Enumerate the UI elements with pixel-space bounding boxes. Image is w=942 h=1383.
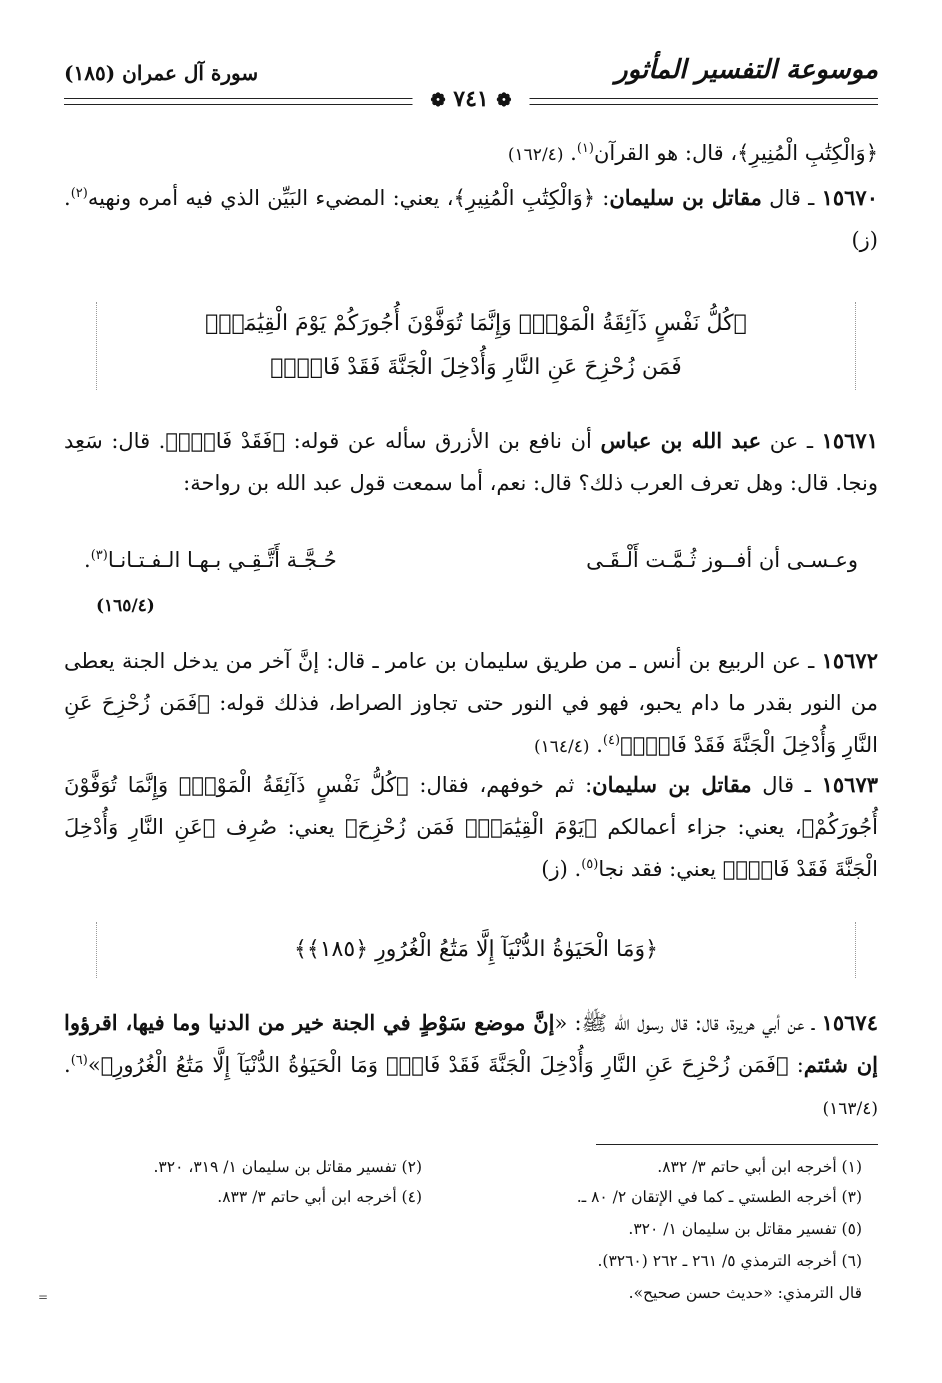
- paragraph-tail: .: [589, 733, 603, 757]
- page-number-box: [413, 86, 530, 112]
- ornament-icon: ❁: [496, 90, 512, 111]
- book-title: موسوعة التفسير المأثور: [615, 55, 878, 85]
- paragraph-text: ـ عن الربيع بن أنس ـ من طريق سليمان بن عامر ـ قال: إنَّ آخر من يدخل الجنة يعطى من النور بقدر ما دام يحبو، فهو في النور حتى تجاوز الصراط، فذلك قوله: ﴿فَمَن زُحْزِحَ عَنِ النَّارِ وَأُدْخِلَ الْجَنَّةَ فَقَدْ فَازَۗ﴾: [64, 649, 878, 757]
- narration-number: ١٥٦٧٣: [821, 772, 879, 797]
- footnote-marker: (٣): [90, 548, 108, 563]
- verse-line: ﴿كُلُّ نَفْسٍ ذَآئِقَةُ الْمَوْتِۗ وَإِنَّمَا تُوَفَّوْنَ أُجُورَكُمْ يَوْمَ الْقِيَٰمَةِۖ: [205, 311, 747, 336]
- footnote-marker: (٤): [602, 733, 621, 748]
- verse-box: [96, 922, 856, 978]
- ornament-icon: ❁: [430, 90, 446, 111]
- paragraph-tail: .: [64, 1053, 71, 1077]
- paragraph-text: ﴿وَالْكِتَٰبِ الْمُنِيرِ﴾، قال: هو القرآن: [593, 141, 878, 165]
- footnote-marker: (١): [576, 141, 594, 156]
- footnote: قال الترمذي: «حديث حسن صحيح».: [628, 1284, 862, 1302]
- paragraph: [64, 640, 878, 768]
- volume-reference: (١٦٥/٤): [96, 596, 155, 616]
- footnote: (٥) تفسير مقاتل بن سليمان ١/ ٣٢٠.: [628, 1220, 862, 1238]
- poem-hemistich: حُـجَّـة أَتَّـقِـي بـهـا الـفـتـانـا$^{(٣)}$.: [84, 548, 337, 572]
- paragraph: [64, 420, 878, 504]
- narration-number: ١٥٦٧١: [821, 428, 878, 453]
- footnote-marker: (٦): [70, 1053, 88, 1068]
- narration-number: ١٥٦٧٤: [821, 1010, 878, 1035]
- paragraph-text: : ﴿فَمَن زُحْزِحَ عَنِ النَّارِ وَأُدْخِلَ الْجَنَّةَ فَقَدْ فَازَۗ وَمَا الْحَيَوٰةُ الدُّنْيَآ إِلَّا مَتَٰعُ الْغُرُورِ﴾»: [87, 1053, 804, 1077]
- narration-number: ١٥٦٧٢: [821, 648, 878, 673]
- paragraph: [64, 764, 878, 890]
- paragraph-lead: ـ قال: [761, 186, 822, 210]
- footnote-marker: (٢): [70, 186, 88, 201]
- paragraph-lead: ـ قال: [751, 773, 822, 797]
- poem-verse: [84, 542, 858, 586]
- paragraph-text: أن نافع بن الأزرق سأله عن قوله: ﴿فَقَدْ فَازَۗ﴾. قال: سَعِد ونجا. قال: وهل تعرف العرب ذلك؟ قال: نعم، أما سمعت قول عبد الله بن رواحة:: [64, 429, 878, 495]
- volume-reference: (١٦٤/٤): [534, 737, 590, 757]
- paragraph-lead: ـ عن: [761, 429, 822, 453]
- footnote: (٣) أخرجه الطستي ـ كما في الإتقان ٢/ ٨٠ ـ.: [576, 1188, 862, 1206]
- narrator-name: عبد الله بن عباس: [600, 428, 762, 453]
- footnote: (٤) أخرجه ابن أبي حاتم ٣/ ٨٣٣.: [217, 1188, 422, 1206]
- verse-line: فَمَن زُحْزِحَ عَنِ النَّارِ وَأُدْخِلَ الْجَنَّةَ فَقَدْ فَازَۗ﴾: [270, 355, 682, 380]
- poem-hemistich: وعـسـى أن أفــوز ثُـمَّـت أَلْـقَـى: [586, 548, 858, 572]
- paragraph: [64, 177, 878, 261]
- paragraph: [64, 1002, 878, 1130]
- paragraph-tail: .: [563, 141, 577, 165]
- hadith-text: إنَّ موضع سَوْطٍ في الجنة خير من الدنيا وما فيها، اقرؤوا إن شئتم: [64, 1010, 878, 1077]
- footnote-separator: [596, 1144, 878, 1145]
- paragraph-tail: . (ز): [541, 857, 582, 881]
- verse-box: [96, 302, 856, 390]
- sura-title: سورة آل عمران (١٨٥): [64, 61, 259, 85]
- paragraph-tail: . (ز): [64, 186, 878, 252]
- footnote: (٢) تفسير مقاتل بن سليمان ١/ ٣١٩، ٣٢٠.: [153, 1158, 422, 1176]
- footnote: (١) أخرجه ابن أبي حاتم ٣/ ٨٣٢.: [657, 1158, 862, 1176]
- page-number: ٧٤١: [453, 86, 489, 112]
- narrator-name: مقاتل بن سليمان: [609, 185, 762, 210]
- verse-line: ﴿وَمَا الْحَيَوٰةُ الدُّنْيَآ إِلَّا مَتَٰعُ الْغُرُورِ ﴿١٨٥﴾﴾: [293, 937, 659, 962]
- paragraph-text: ـ عن أبي هريرة، قال: قال رسول الله ﷺ: «: [554, 1011, 822, 1035]
- narration-number: ١٥٦٧٠: [821, 185, 878, 210]
- paragraph-text: : ثم خوفهم، فقال: ﴿كُلُّ نَفْسٍ ذَآئِقَةُ الْمَوْتِۗ وَإِنَّمَا تُوَفَّوْنَ أُجُورَكُمْ﴾، يعني: جزاء أعمالكم ﴿يَوْمَ الْقِيَٰمَةِۖ فَمَن زُحْزِحَ﴾ يعني: صُرِف ﴿عَنِ النَّارِ وَأُدْخِلَ الْجَنَّةَ فَقَدْ فَازَۗ﴾ يعني: فقد نجا: [64, 773, 878, 881]
- volume-reference: (١٦٣/٤): [822, 1099, 878, 1119]
- margin-mark: =: [38, 1290, 49, 1304]
- paragraph: [64, 132, 878, 176]
- narrator-name: مقاتل بن سليمان: [592, 772, 752, 797]
- footnote: (٦) أخرجه الترمذي ٥/ ٢٦١ ـ ٢٦٢ (٣٢٦٠).: [597, 1252, 862, 1270]
- paragraph-text: : ﴿وَالْكِتَٰبِ الْمُنِيرِ﴾، يعني: المضيء البَيِّن الذي فيه أمره ونهيه: [87, 186, 610, 210]
- footnote-marker: (٥): [581, 857, 599, 872]
- volume-reference: (١٦٢/٤): [507, 145, 564, 165]
